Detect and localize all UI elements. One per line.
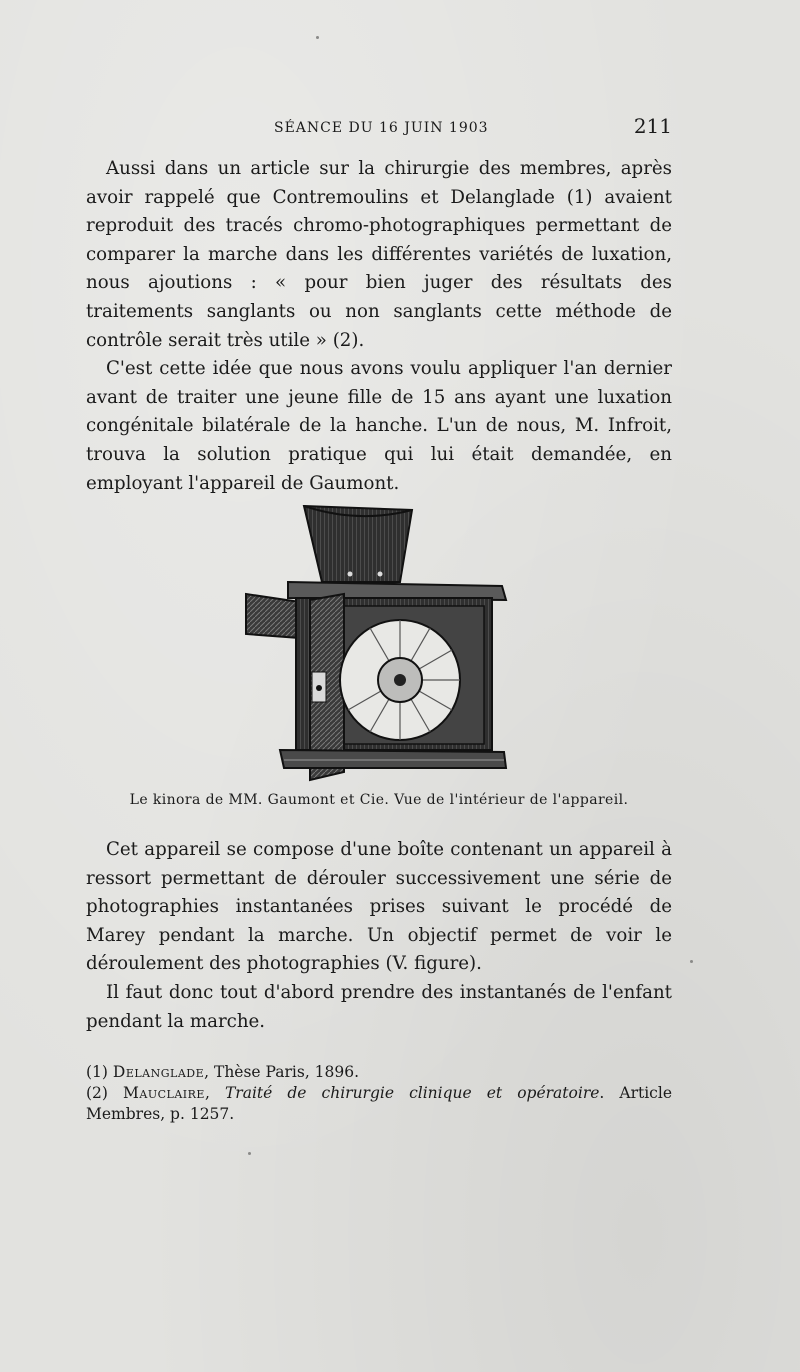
footnote-separator: , xyxy=(204,1084,225,1102)
running-head xyxy=(86,114,672,140)
body-text-before-figure xyxy=(86,155,672,498)
paragraph: Cet appareil se compose d'une boîte contenant un appareil à ressort permettant de dérouler successivement une série de photographies instantanées prises suivant le procédé de Marey pendant la marche. Un objectif permet de voir le déroulement des photographies (V. figure). xyxy=(86,839,672,975)
page-number: 211 xyxy=(633,114,672,138)
footnote-title: Traité de chirurgie clinique et opératoire xyxy=(224,1084,600,1102)
footnotes xyxy=(86,1062,672,1125)
footnote-author: Mauclaire xyxy=(123,1084,205,1102)
paper-speck xyxy=(248,1152,251,1155)
footnote-text: . Article Membres, p. 1257. xyxy=(86,1084,672,1123)
footnote-text: , Thèse Paris, 1896. xyxy=(204,1063,360,1081)
paragraph: C'est cette idée que nous avons voulu appliquer l'an dernier avant de traiter une jeune fille de 15 ans ayant une luxation congénitale bilatérale de la hanche. L'un de nous, M. Infroit, trouva la solution pratique qui lui était demandée, en employant l'appareil de Gaumont. xyxy=(86,358,672,494)
running-title: SÉANCE DU 16 JUIN 1903 xyxy=(274,120,489,136)
paper-speck xyxy=(690,960,693,963)
paper-speck xyxy=(316,36,319,39)
footnote-number: (1) xyxy=(86,1063,108,1081)
paragraph: Il faut donc tout d'abord prendre des instantanés de l'enfant pendant la marche. xyxy=(86,981,672,1032)
paragraph: Aussi dans un article sur la chirurgie des membres, après avoir rappelé que Contremoulins et Delanglade (1) avaient reproduit des tracés chromo-photographiques permettant de comparer la marche dans les différentes variétés de luxation, nous ajoutions : « pour bien juger des résultats des traitements sanglants ou non sanglants cette méthode de contrôle serait très utile » (2). xyxy=(86,158,672,351)
footnote xyxy=(86,1062,672,1083)
kinora-illustration xyxy=(240,502,512,782)
footnote-number: (2) xyxy=(86,1084,108,1102)
figure-caption: Le kinora de MM. Gaumont et Cie. Vue de l'intérieur de l'appareil. xyxy=(129,792,629,808)
footnote-author: Delanglade xyxy=(112,1063,205,1081)
footnote xyxy=(86,1083,672,1125)
body-text-after-figure xyxy=(86,836,672,1036)
